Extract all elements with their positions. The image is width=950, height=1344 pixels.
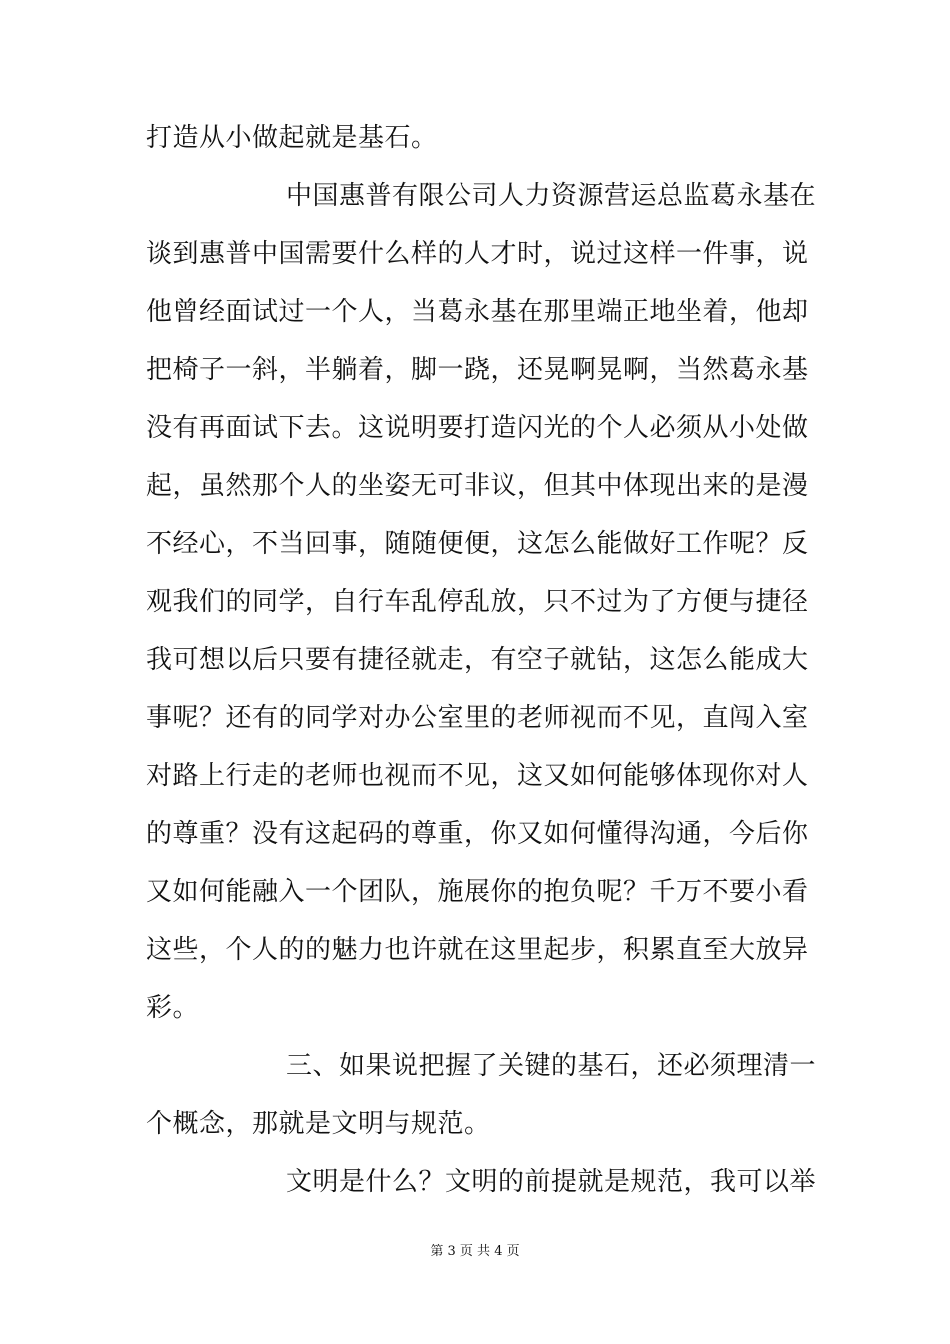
text-line: 又如何能融入一个团队，施展你的抱负呢？千万不要小看 xyxy=(146,877,809,907)
text-line: 事呢？还有的同学对办公室里的老师视而不见，直闯入室 xyxy=(146,703,809,733)
page-footer xyxy=(0,1243,950,1261)
text-line: 我可想以后只要有捷径就走，有空子就钻，这怎么能成大 xyxy=(146,645,809,675)
text-line: 彩。 xyxy=(146,993,200,1023)
text-line: 观我们的同学，自行车乱停乱放，只不过为了方便与捷径 xyxy=(146,587,809,617)
text-line: 把椅子一斜，半躺着，脚一跷，还晃啊晃啊，当然葛永基 xyxy=(146,355,809,385)
text-line: 没有再面试下去。这说明要打造闪光的个人必须从小处做 xyxy=(146,413,809,443)
text-line: 这些，个人的的魅力也许就在这里起步，积累直至大放异 xyxy=(146,935,809,965)
text-line: 文明是什么？文明的前提就是规范，我可以举 xyxy=(286,1167,817,1197)
text-line: 三、如果说把握了关键的基石，还必须理清一 xyxy=(286,1051,817,1081)
text-line: 个概念，那就是文明与规范。 xyxy=(146,1109,491,1139)
text-line: 中国惠普有限公司人力资源营运总监葛永基在 xyxy=(286,181,817,211)
text-line: 对路上行走的老师也视而不见，这又如何能够体现你对人 xyxy=(146,761,809,791)
text-line: 起，虽然那个人的坐姿无可非议，但其中体现出来的是漫 xyxy=(146,471,809,501)
text-line: 谈到惠普中国需要什么样的人才时，说过这样一件事，说 xyxy=(146,239,809,269)
text-line: 不经心，不当回事，随随便便，这怎么能做好工作呢？反 xyxy=(146,529,809,559)
page-number: 第 3 页 共 4 页 xyxy=(430,1244,520,1259)
text-line: 他曾经面试过一个人，当葛永基在那里端正地坐着，他却 xyxy=(146,297,809,327)
text-line: 的尊重？没有这起码的尊重，你又如何懂得沟通，今后你 xyxy=(146,819,809,849)
text-line: 打造从小做起就是基石。 xyxy=(146,123,438,153)
